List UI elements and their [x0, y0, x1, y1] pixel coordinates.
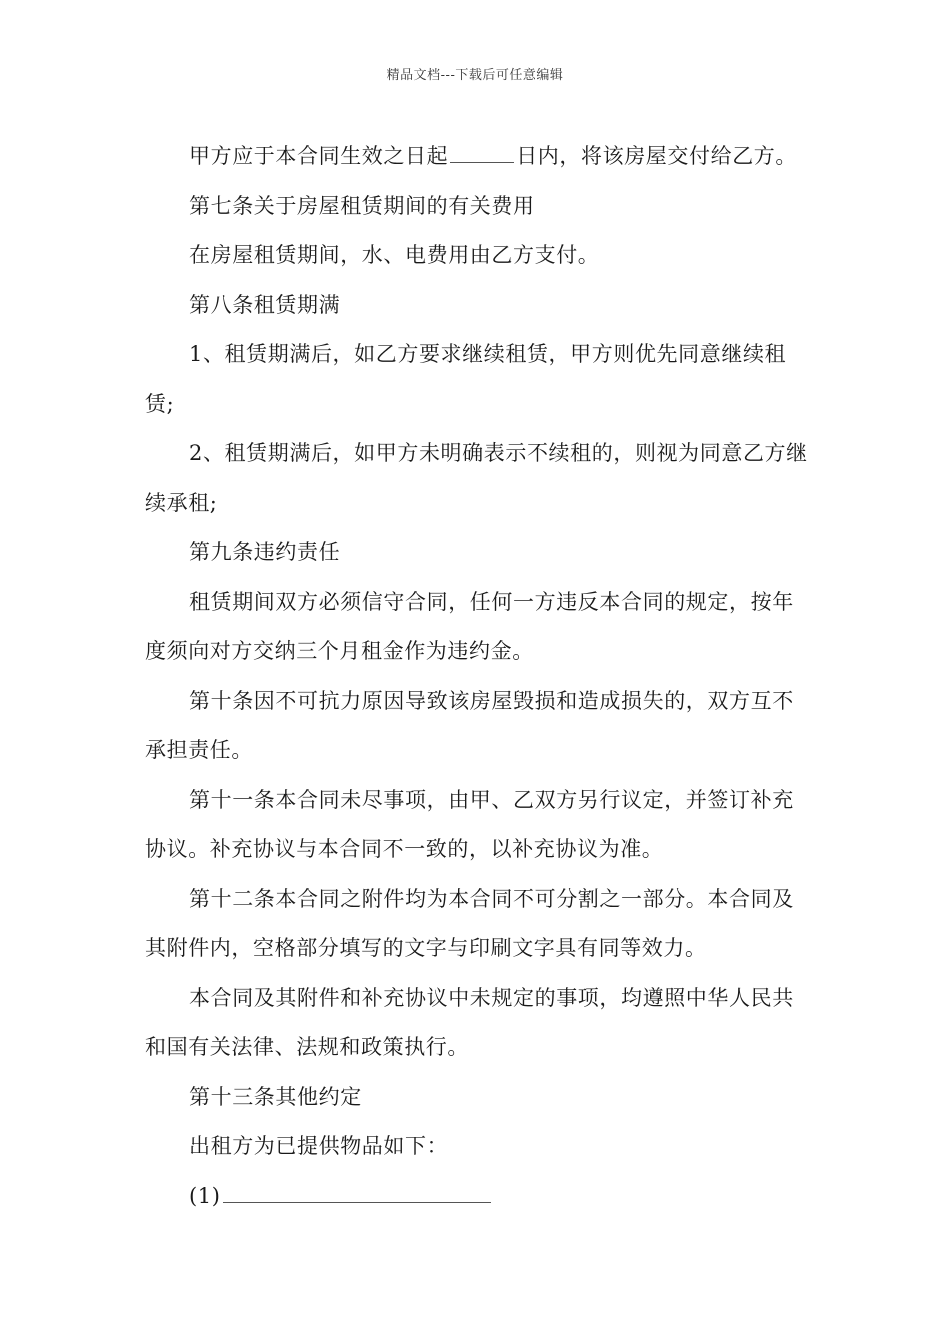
provided-item-1	[145, 1172, 810, 1222]
article-8-heading: 第八条租赁期满	[189, 292, 341, 317]
article-13-heading: 第十三条其他约定	[189, 1084, 362, 1109]
article-10-text: 第十条因不可抗力原因导致该房屋毁损和造成损失的，双方互不承担责任。	[145, 688, 794, 762]
article-9-text: 租赁期间双方必须信守合同，任何一方违反本合同的规定，按年度须向对方交纳三个月租金作为违约金。	[145, 589, 794, 663]
article-9-heading: 第九条违约责任	[189, 540, 341, 564]
article-11-text: 第十一条本合同未尽事项，由甲、乙双方另行议定，并签订补充协议。补充协议与本合同不一致的，以补充协议为准。	[145, 787, 794, 861]
article-12-text: 第十二条本合同之附件均为本合同不可分割之一部分。本合同及其附件内，空格部分填写的文字与印刷文字具有同等效力。	[145, 886, 794, 960]
article-8-item-2: 2、租赁期满后，如甲方未明确表示不续租的，则视为同意乙方继续承租;	[145, 441, 808, 515]
article-8-item-1: 1、租赁期满后，如乙方要求继续租赁，甲方则优先同意继续租赁;	[145, 342, 787, 416]
item-number-label: (1)	[189, 1183, 221, 1208]
article-7-text: 在房屋租赁期间，水、电费用由乙方支付。	[189, 243, 600, 267]
legal-compliance-text: 本合同及其附件和补充协议中未规定的事项，均遵照中华人民共和国有关法律、法规和政策执行。	[145, 985, 794, 1059]
paragraph-delivery-date	[145, 132, 810, 182]
page-header: 精品文档---下载后可任意编辑	[386, 68, 564, 83]
paragraph-text-before-blank: 甲方应于本合同生效之日起	[189, 144, 449, 168]
document-body	[145, 132, 810, 1221]
article-7-heading: 第七条关于房屋租赁期间的有关费用	[189, 193, 535, 218]
paragraph-text-after-blank: 日内，将该房屋交付给乙方。	[516, 144, 798, 168]
provided-items-intro: 出租方为已提供物品如下：	[189, 1134, 449, 1158]
item-1-blank-field[interactable]	[223, 1180, 491, 1203]
days-blank-field[interactable]	[450, 140, 514, 163]
